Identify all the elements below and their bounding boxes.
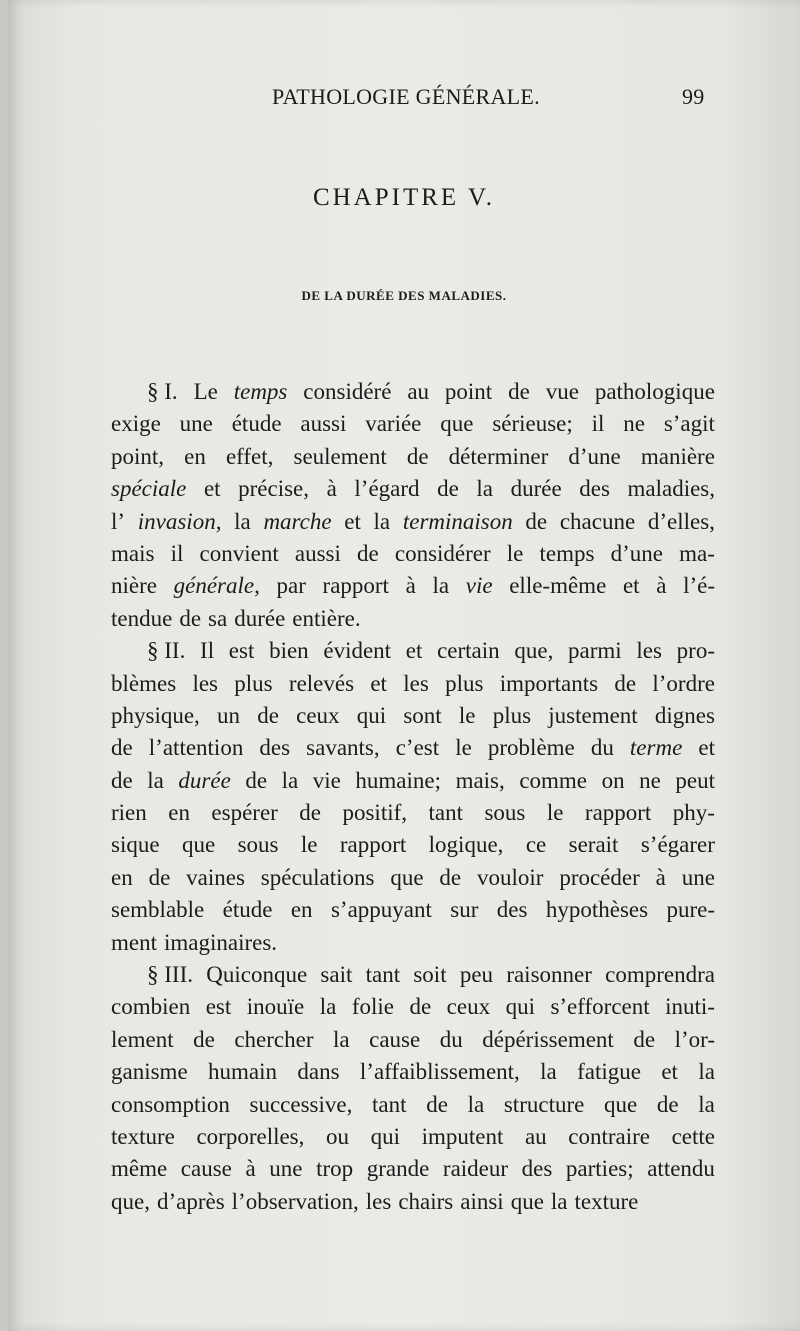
word: que	[181, 832, 216, 858]
word: l’égard	[354, 476, 420, 502]
word: une	[681, 864, 715, 890]
word: spéciale	[111, 476, 187, 502]
word: dans	[297, 1059, 340, 1085]
word: mais	[111, 540, 155, 566]
word: lement	[111, 1026, 174, 1052]
word: convient	[199, 540, 279, 566]
text-line	[111, 668, 715, 700]
word: ment	[111, 929, 157, 955]
text-line	[111, 408, 715, 440]
word: Quiconque	[206, 962, 308, 988]
word: texture	[111, 1123, 175, 1149]
paragraph	[111, 635, 715, 959]
word: de	[508, 379, 530, 404]
word: de	[357, 540, 379, 566]
word: pro-	[676, 638, 715, 664]
word: d’après	[156, 1188, 225, 1214]
word: structure	[503, 1091, 585, 1117]
word: de	[257, 702, 279, 728]
word: tant	[365, 962, 401, 988]
word: les	[636, 638, 662, 664]
word: l’affaiblissement,	[359, 1059, 520, 1085]
word: effet,	[225, 443, 274, 469]
word: il	[591, 411, 605, 437]
word: positif,	[342, 800, 408, 826]
word: mais,	[455, 767, 505, 793]
word: il	[170, 540, 184, 566]
word: du	[590, 735, 614, 761]
word: la	[467, 1091, 485, 1117]
word: vaines	[186, 864, 245, 890]
word: la	[550, 1188, 568, 1214]
word: des	[259, 735, 291, 761]
word: et	[622, 573, 640, 599]
text-line	[111, 506, 715, 538]
word: maladies,	[627, 476, 715, 502]
body-text	[111, 376, 715, 1218]
word: le	[546, 800, 564, 826]
word: s’égarer	[640, 832, 715, 858]
word: le	[300, 832, 318, 858]
word: un	[217, 702, 241, 728]
word: dépérissement	[482, 1026, 614, 1052]
word: de	[633, 1026, 656, 1052]
word: de	[437, 476, 459, 502]
word: justement	[548, 702, 638, 728]
word: à	[326, 476, 337, 502]
word: de	[179, 605, 202, 631]
word: elle-même	[509, 573, 607, 599]
word: texture	[574, 1188, 639, 1214]
paragraph	[111, 959, 715, 1218]
word: de	[299, 800, 322, 826]
word: raideur	[442, 1156, 509, 1182]
word: en	[184, 443, 206, 469]
word: grande	[366, 1156, 430, 1182]
word: déterminer	[448, 443, 549, 469]
word: et	[203, 476, 221, 502]
word: d’une	[568, 443, 621, 469]
word: que	[390, 864, 424, 890]
word: problème	[487, 735, 575, 761]
text-line	[111, 603, 715, 635]
word: considérer	[394, 540, 491, 566]
word: rapport	[584, 800, 652, 826]
word: blèmes	[111, 670, 177, 696]
word: à	[656, 573, 667, 599]
word: générale,	[173, 573, 260, 599]
word: de	[525, 508, 548, 534]
text-line	[111, 1056, 715, 1088]
word: et	[405, 638, 423, 664]
word: que,	[111, 1188, 150, 1214]
word: de	[111, 735, 133, 761]
word: corporelles,	[196, 1123, 305, 1149]
word: qui	[370, 1123, 400, 1149]
word: des	[579, 476, 610, 502]
word: importants	[499, 670, 599, 696]
word: sont	[403, 702, 442, 728]
word: en	[111, 864, 133, 890]
word: de	[426, 1091, 448, 1117]
word: trop	[316, 1156, 354, 1182]
word: comme	[519, 767, 588, 793]
text-line	[111, 765, 715, 797]
running-head	[8, 84, 800, 114]
word: marche	[263, 508, 332, 534]
word: d’elles,	[647, 508, 715, 534]
text-line	[111, 473, 715, 505]
word: l’ordre	[652, 670, 715, 696]
book-page	[8, 0, 800, 1331]
running-title: PATHOLOGIE GÉNÉRALE.	[272, 84, 540, 109]
word: sa	[208, 605, 228, 631]
word: la	[476, 476, 494, 502]
word: sur	[450, 897, 479, 923]
word: humaine;	[355, 767, 442, 793]
word: qui	[505, 994, 535, 1020]
word: § I.	[147, 379, 178, 404]
word: du	[439, 1026, 463, 1052]
word: l’observation,	[231, 1188, 359, 1214]
word: rien	[111, 800, 147, 826]
word: serait	[568, 832, 619, 858]
word: point,	[111, 443, 165, 469]
word: plus	[492, 702, 532, 728]
word: de	[111, 767, 133, 793]
word: sous	[484, 800, 526, 826]
word: relevés	[288, 670, 355, 696]
word: l’	[111, 508, 126, 534]
word: durée	[510, 476, 562, 502]
word: on	[601, 767, 625, 793]
word: les	[192, 670, 218, 696]
word: sique	[111, 832, 160, 858]
chapter-title: CHAPITRE V.	[312, 184, 496, 211]
word: de	[439, 864, 462, 890]
word: vue	[545, 379, 579, 404]
word: même	[111, 1156, 168, 1182]
word: à	[245, 1156, 256, 1182]
word: soit	[413, 962, 447, 988]
word: temps	[539, 540, 595, 566]
word: rapport	[322, 573, 389, 599]
text-line	[111, 894, 715, 926]
word: de	[656, 1091, 679, 1117]
word: à	[405, 573, 416, 599]
word: inouïe	[246, 994, 305, 1020]
word: fatigue	[577, 1059, 641, 1085]
word: la	[333, 1026, 350, 1052]
word: durée	[178, 767, 231, 793]
word: exige	[111, 411, 161, 437]
word: terme	[629, 735, 683, 761]
word: et	[344, 508, 361, 534]
word: combien	[111, 994, 191, 1020]
word: manière	[640, 443, 715, 469]
word: imaginaires.	[164, 929, 278, 955]
word: successive,	[249, 1091, 353, 1117]
word: une	[179, 411, 213, 437]
word: hypothèses	[545, 897, 649, 923]
word: est	[205, 994, 232, 1020]
word: le	[455, 735, 472, 761]
word: durée	[234, 605, 286, 631]
word: spéculations	[260, 864, 375, 890]
word: sait	[320, 962, 353, 988]
word: ceux	[446, 994, 491, 1020]
word: parmi	[568, 638, 622, 664]
word: humain	[208, 1059, 278, 1085]
word: seulement	[293, 443, 387, 469]
word: en	[168, 800, 190, 826]
word: imputent	[421, 1123, 504, 1149]
word: d’une	[610, 540, 664, 566]
text-line	[111, 959, 715, 991]
word: cette	[671, 1123, 715, 1149]
word: physique,	[111, 702, 200, 728]
chapter-subtitle: DE LA DURÉE DES MALADIES.	[301, 288, 507, 303]
word: inuti-	[665, 994, 715, 1020]
word: ganisme	[111, 1059, 188, 1085]
text-line	[111, 570, 715, 602]
word: parties;	[565, 1156, 634, 1182]
word: dignes	[654, 702, 715, 728]
word: des	[496, 897, 528, 923]
word: peu	[459, 962, 494, 988]
word: procéder	[559, 864, 640, 890]
word: les	[365, 1188, 392, 1214]
word: ainsi	[460, 1188, 504, 1214]
word: la	[540, 1059, 557, 1085]
word: de	[406, 443, 429, 469]
word: que	[440, 411, 474, 437]
word: est	[228, 638, 255, 664]
word: de	[409, 994, 432, 1020]
word: la	[698, 1059, 715, 1085]
text-line	[111, 1186, 715, 1218]
word: ne	[623, 411, 645, 437]
word: et	[698, 735, 715, 761]
word: § III.	[147, 962, 193, 988]
word: nière	[111, 573, 157, 599]
word: semblable	[111, 897, 205, 923]
word: savants,	[306, 735, 380, 761]
word: aussi	[300, 411, 347, 437]
word: folie	[351, 994, 394, 1020]
word: entière.	[292, 605, 361, 631]
text-line	[111, 1121, 715, 1153]
word: en	[290, 897, 313, 923]
word: considéré	[303, 379, 392, 404]
word: de	[193, 1026, 215, 1052]
word: peut	[675, 767, 715, 793]
word: Le	[193, 379, 218, 404]
word: sérieuse;	[492, 411, 573, 437]
word: étude	[222, 897, 273, 923]
word: précise,	[238, 476, 310, 502]
word: invasion,	[137, 508, 222, 534]
word: une	[269, 1156, 303, 1182]
word: que,	[514, 638, 554, 664]
text-line	[111, 1153, 715, 1185]
text-line	[111, 376, 715, 408]
text-line	[111, 700, 715, 732]
word: sous	[237, 832, 279, 858]
word: vouloir	[477, 864, 544, 890]
word: s’appuyant	[330, 897, 432, 923]
word: bien	[269, 638, 309, 664]
word: que	[604, 1091, 638, 1117]
text-line	[111, 441, 715, 473]
word: pure-	[666, 897, 715, 923]
text-line	[111, 991, 715, 1023]
word: s’agit	[663, 411, 715, 437]
word: comprendra	[605, 962, 715, 988]
word: ce	[525, 832, 547, 858]
text-line	[111, 635, 715, 667]
word: tant	[428, 800, 463, 826]
word: tant	[372, 1091, 407, 1117]
word: et	[661, 1059, 678, 1085]
word: s’efforcent	[550, 994, 650, 1020]
word: contraire	[568, 1123, 650, 1149]
word: l’attention	[148, 735, 244, 761]
word: par	[276, 573, 306, 599]
word: la	[319, 994, 337, 1020]
word: la	[281, 767, 299, 793]
word: au	[407, 379, 430, 404]
word: attendu	[647, 1156, 715, 1182]
word: les	[403, 670, 429, 696]
page-number: 99	[682, 84, 705, 109]
word: ne	[639, 767, 661, 793]
word: consomption	[111, 1091, 230, 1117]
word: Il	[200, 638, 215, 664]
word: la	[373, 508, 391, 534]
word: tendue	[111, 605, 173, 631]
word: phy-	[672, 800, 715, 826]
word: la	[147, 767, 164, 793]
word: et	[370, 670, 387, 696]
word: que	[510, 1188, 544, 1214]
word: étude	[231, 411, 282, 437]
text-line	[111, 862, 715, 894]
word: § II.	[147, 638, 186, 664]
word: qui	[356, 702, 387, 728]
word: chacune	[559, 508, 636, 534]
word: évident	[323, 638, 392, 664]
word: vie	[312, 767, 341, 793]
word: aussi	[294, 540, 341, 566]
word: plus	[234, 670, 273, 696]
text-line	[111, 1024, 715, 1056]
word: le	[458, 702, 476, 728]
word: raisonner	[506, 962, 592, 988]
word: cause	[369, 1026, 421, 1052]
word: de	[614, 670, 637, 696]
word: au	[524, 1123, 547, 1149]
text-line	[111, 1089, 715, 1121]
word: chairs	[398, 1188, 454, 1214]
word: certain	[437, 638, 500, 664]
word: chercher	[234, 1026, 314, 1052]
word: vie	[465, 573, 493, 599]
word: des	[521, 1156, 553, 1182]
word: pathologique	[594, 379, 715, 404]
word: le	[506, 540, 524, 566]
word: temps	[233, 379, 288, 404]
word: rapport	[339, 832, 407, 858]
word: terminaison	[402, 508, 513, 534]
word: variée	[365, 411, 422, 437]
word: logique,	[428, 832, 504, 858]
word: la	[698, 1091, 715, 1117]
word: à	[655, 864, 666, 890]
word: espérer	[211, 800, 278, 826]
text-line	[111, 538, 715, 570]
word: c’est	[395, 735, 440, 761]
word: de	[245, 767, 268, 793]
paragraph	[111, 376, 715, 635]
word: ceux	[296, 702, 340, 728]
text-line	[111, 732, 715, 764]
word: de	[148, 864, 171, 890]
word: ma-	[679, 540, 715, 566]
word: l’é-	[683, 573, 715, 599]
text-line	[111, 797, 715, 829]
word: cause	[180, 1156, 232, 1182]
word: la	[432, 573, 450, 599]
word: point	[444, 379, 493, 404]
word: l’or-	[674, 1026, 715, 1052]
text-line	[111, 829, 715, 861]
text-line	[111, 927, 715, 959]
word: ou	[325, 1123, 349, 1149]
word: plus	[445, 670, 484, 696]
word: la	[234, 508, 251, 534]
